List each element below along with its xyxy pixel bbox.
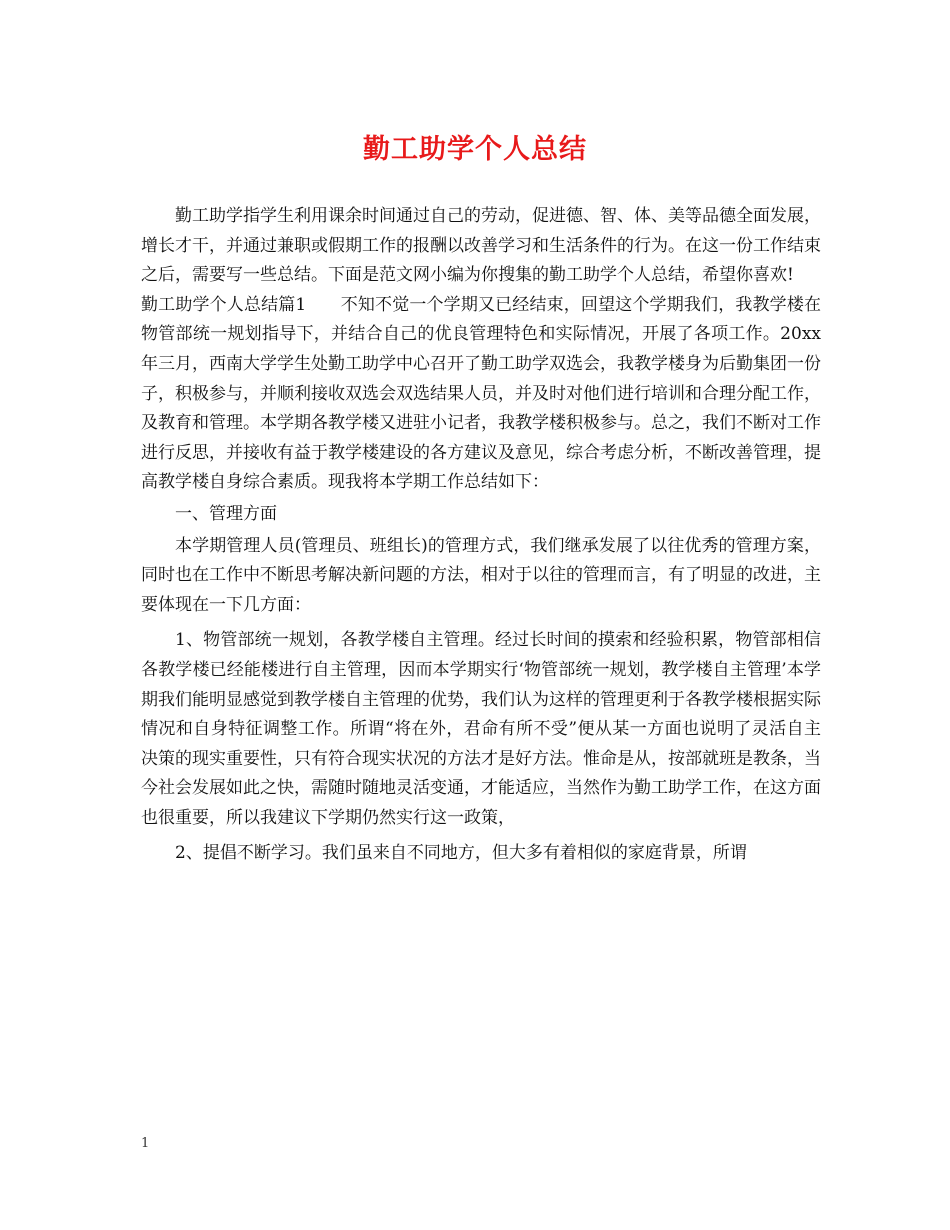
section-heading-management: 一、管理方面 (175, 503, 277, 524)
intro-paragraph: 勤工助学指学生利用课余时间通过自己的劳动，促进德、智、体、美等品德全面发展，增长才干，并通过兼职或假期工作的报酬以改善学习和生活条件的行为。在这一份工作结束之后，需要写一些总结。下面是范文网小编为你搜集的勤工助学个人总结，希望你喜欢! (141, 206, 821, 286)
management-paragraph: 本学期管理人员(管理员、班组长)的管理方式，我们继承发展了以往优秀的管理方案，同时也在工作中不断思考解决新问题的方法，相对于以往的管理而言，有了明显的改进，主要体现在一下几方面： (141, 535, 821, 615)
document-body (141, 202, 821, 869)
summary-paragraph-1: 勤工助学个人总结篇1 不知不觉一个学期又已经结束，回望这个学期我们，我教学楼在物管部统一规划指导下，并结合自己的优良管理特色和实际情况，开展了各项工作。20xx年三月，西南大学学生处勤工助学中心召开了勤工助学双选会，我教学楼身为后勤集团一份子，积极参与，并顺利接收双选会双选结果人员，并及时对他们进行培训和合理分配工作，及教育和管理。本学期各教学楼又进驻小记者，我教学楼积极参与。总之，我们不断对工作进行反思，并接收有益于教学楼建设的各方建议及意见，综合考虑分析，不断改善管理，提高教学楼自身综合素质。现我将本学期工作总结如下： (141, 294, 821, 493)
page-number: 1 (141, 1136, 150, 1151)
document-title: 勤工助学个人总结 (363, 134, 587, 165)
point-2-paragraph: 2、提倡不断学习。我们虽来自不同地方，但大多有着相似的家庭背景，所谓 (175, 843, 747, 864)
point-1-paragraph: 1、物管部统一规划，各教学楼自主管理。经过长时间的摸索和经验积累，物管部相信各教学楼已经能楼进行自主管理，因而本学期实行‘物管部统一规划，教学楼自主管理’本学期我们能明显感觉到教学楼自主管理的优势，我们认为这样的管理更利于各教学楼根据实际情况和自身特征调整工作。所谓“将在外，君命有所不受”便从某一方面也说明了灵活自主决策的现实重要性，只有符合现实状况的方法才是好方法。惟命是从，按部就班是教条，当今社会发展如此之快，需随时随地灵活变通，才能适应，当然作为勤工助学工作，在这方面也很重要，所以我建议下学期仍然实行这一政策， (141, 630, 821, 828)
